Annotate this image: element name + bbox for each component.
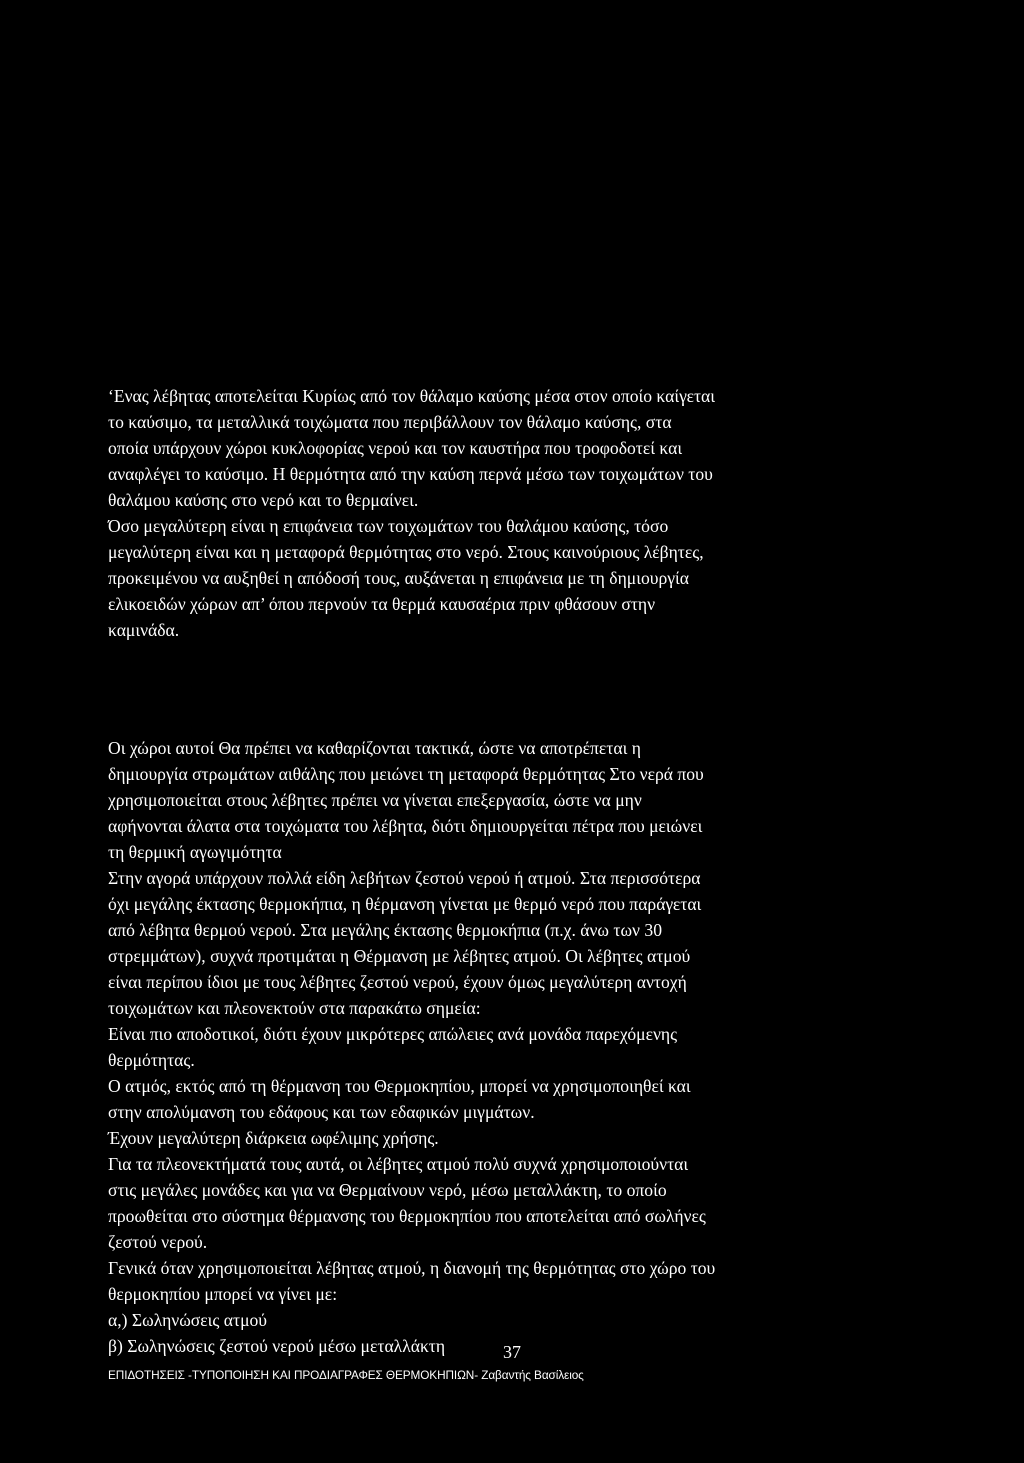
- text-line: προκειμένου να αυξηθεί η απόδοσή τους, αυξάνεται η επιφάνεια με τη δημιουργία: [108, 568, 689, 588]
- text-line: καμινάδα.: [108, 620, 180, 640]
- text-line: αφήνονται άλατα στα τοιχώματα του λέβητα, διότι δημιουργείται πέτρα που μειώνει: [108, 816, 703, 836]
- text-line: οποία υπάρχουν χώροι κυκλοφορίας νερού και τον καυστήρα που τροφοδοτεί και: [108, 438, 683, 458]
- text-line: μεγαλύτερη είναι και η μεταφορά θερμότητας στο νερό. Στους καινούριους λέβητες,: [108, 542, 704, 562]
- text-line: Στην αγορά υπάρχουν πολλά είδη λεβήτων ζεστού νερού ή ατμού. Στα περισσότερα: [108, 868, 701, 888]
- text-line: ‘Ενας λέβητας αποτελείται Κυρίως από τον θάλαμο καύσης μέσα στον οποίο καίγεται: [108, 386, 715, 406]
- text-line: Όσο μεγαλύτερη είναι η επιφάνεια των τοιχωμάτων του θαλάμου καύσης, τόσο: [108, 516, 669, 536]
- page-footer: ΕΠΙΔΟΤΗΣΕΙΣ -ΤΥΠΟΠΟΙΗΣΗ ΚΑΙ ΠΡΟΔΙΑΓΡΑΦΕΣ ΘΕΡΜΟΚΗΠΙΩΝ- Ζαβαντής Βασίλειος: [108, 1368, 584, 1382]
- text-line: θερμοκηπίου μπορεί να γίνει με:: [108, 1284, 338, 1304]
- text-line: από λέβητα θερμού νερού. Στα μεγάλης έκτασης θερμοκήπια (π.χ. άνω των 30: [108, 920, 662, 940]
- text-line: χρησιμοποιείται στους λέβητες πρέπει να γίνεται επεξεργασία, ώστε να μην: [108, 790, 642, 810]
- page-number: 37: [503, 1342, 521, 1362]
- text-line: τοιχωμάτων και πλεονεκτούν στα παρακάτω σημεία:: [108, 998, 481, 1018]
- text-line: β) Σωληνώσεις ζεστού νερού μέσω μεταλλάκτη: [108, 1336, 446, 1356]
- paragraph-boiler-maintenance-and-types: [108, 735, 938, 1359]
- text-line: Είναι πιο αποδοτικοί, διότι έχουν μικρότερες απώλειες ανά μονάδα παρεχόμενης: [108, 1024, 678, 1044]
- text-line: θερμότητας.: [108, 1050, 195, 1070]
- text-line: στην απολύμανση του εδάφους και των εδαφικών μιγμάτων.: [108, 1102, 535, 1122]
- text-line: ζεστού νερού.: [108, 1232, 208, 1252]
- text-line: όχι μεγάλης έκτασης θερμοκήπια, η θέρμανση γίνεται με θερμό νερό που παράγεται: [108, 894, 702, 914]
- text-line: αναφλέγει το καύσιμο. Η θερμότητα από την καύση περνά μέσω των τοιχωμάτων του: [108, 464, 713, 484]
- text-line: Ο ατμός, εκτός από τη θέρμανση του Θερμοκηπίου, μπορεί να χρησιμοποιηθεί και: [108, 1076, 691, 1096]
- text-line: στρεμμάτων), συχνά προτιμάται η Θέρμανση με λέβητες ατμού. Οι λέβητες ατμού: [108, 946, 691, 966]
- text-line: δημιουργία στρωμάτων αιθάλης που μειώνει τη μεταφορά θερμότητας Στο νερά που: [108, 764, 704, 784]
- paragraph-boiler-description: [108, 383, 944, 643]
- text-line: α,) Σωληνώσεις ατμού: [108, 1310, 268, 1330]
- text-line: Γενικά όταν χρησιμοποιείται λέβητας ατμού, η διανομή της θερμότητας στο χώρο του: [108, 1258, 716, 1278]
- text-line: ελικοειδών χώρων απ’ όπου περνούν τα θερμά καυσαέρια πριν φθάσουν στην: [108, 594, 656, 614]
- text-line: Έχουν μεγαλύτερη διάρκεια ωφέλιμης χρήσης.: [108, 1128, 439, 1148]
- text-line: Οι χώροι αυτοί Θα πρέπει να καθαρίζονται τακτικά, ώστε να αποτρέπεται η: [108, 738, 641, 758]
- text-line: είναι περίπου ίδιοι με τους λέβητες ζεστού νερού, έχουν όμως μεγαλύτερη αντοχή: [108, 972, 687, 992]
- text-line: Για τα πλεονεκτήματά τους αυτά, οι λέβητες ατμού πολύ συχνά χρησιμοποιούνται: [108, 1154, 689, 1174]
- text-line: τη θερμική αγωγιμότητα: [108, 842, 282, 862]
- text-line: θαλάμου καύσης στο νερό και το θερμαίνει.: [108, 490, 419, 510]
- text-line: το καύσιμο, τα μεταλλικά τοιχώματα που περιβάλλουν τον θάλαμο καύσης, στα: [108, 412, 672, 432]
- text-line: στις μεγάλες μονάδες και για να Θερμαίνουν νερό, μέσω μεταλλάκτη, το οποίο: [108, 1180, 667, 1200]
- text-line: προωθείται στο σύστημα θέρμανσης του θερμοκηπίου που αποτελείται από σωλήνες: [108, 1206, 706, 1226]
